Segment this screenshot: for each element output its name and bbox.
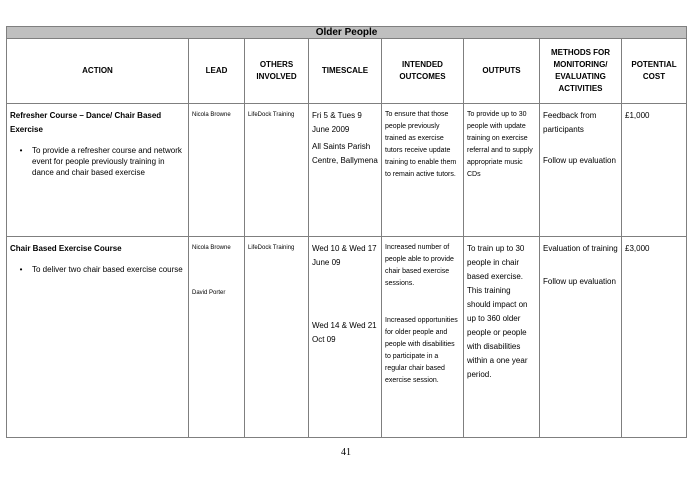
- header-potential-cost: POTENTIAL COST: [622, 39, 687, 104]
- methods-text-2: Follow up evaluation: [543, 277, 616, 286]
- lead-cell: [189, 104, 245, 237]
- timescale-cell: [309, 104, 382, 237]
- action-title: Refresher Course – Dance/ Chair Based Exercise: [10, 111, 162, 134]
- methods-text-2: Follow up evaluation: [543, 156, 616, 165]
- page-number: 41: [341, 447, 351, 458]
- outcomes-cell: [382, 237, 464, 438]
- intended-outcomes: Increased number of people able to provide chair based exercise sessions.: [385, 244, 454, 287]
- cost-cell: [622, 104, 687, 237]
- header-others-involved: OTHERS INVOLVED: [245, 39, 309, 104]
- header-outputs: OUTPUTS: [464, 39, 540, 104]
- header-lead: LEAD: [189, 39, 245, 104]
- others-involved: LifeDock Training: [248, 112, 295, 118]
- table-title: Older People: [7, 27, 687, 39]
- outputs-cell: [464, 104, 540, 237]
- intended-outcomes-2: Increased opportunities for older people and people with disabilities to participate in a regular chair based exercise session.: [385, 317, 458, 384]
- action-title: Chair Based Exercise Course: [10, 244, 122, 253]
- methods-text-1: Evaluation of training: [543, 244, 618, 253]
- methods-cell: [540, 104, 622, 237]
- outputs-text: To provide up to 30 people with update training on exercise referral and to supply appropriate music CDs: [467, 111, 533, 178]
- potential-cost: £3,000: [625, 244, 650, 253]
- header-intended-outcomes: INTENDED OUTCOMES: [382, 39, 464, 104]
- timescale-dates-2: Wed 14 & Wed 21 Oct 09: [312, 321, 377, 344]
- cost-cell: [622, 237, 687, 438]
- methods-text-1: Feedback from participants: [543, 111, 597, 134]
- lead-cell: [189, 237, 245, 438]
- action-cell: [7, 237, 189, 438]
- document-page: [6, 26, 686, 438]
- others-cell: [245, 237, 309, 438]
- timescale-dates: Fri 5 & Tues 9 June 2009: [312, 111, 362, 134]
- methods-cell: [540, 237, 622, 438]
- potential-cost: £1,000: [625, 111, 650, 120]
- intended-outcomes: To ensure that those people previously trained as exercise tutors receive update training to enable them to remain active tutors.: [385, 111, 457, 178]
- lead-name-2: David Porter: [192, 290, 226, 296]
- action-bullet: To provide a refresher course and network event for people previously training in dance and chair based exercise: [32, 146, 182, 177]
- action-bullet: To deliver two chair based exercise course: [32, 265, 183, 274]
- header-action: ACTION: [7, 39, 189, 104]
- timescale-venue: All Saints Parish Centre, Ballymena: [312, 142, 378, 165]
- table-row: [7, 104, 687, 237]
- outputs-cell: [464, 237, 540, 438]
- timescale-cell: [309, 237, 382, 438]
- outcomes-cell: [382, 104, 464, 237]
- action-cell: [7, 104, 189, 237]
- table-row: [7, 237, 687, 438]
- others-cell: [245, 104, 309, 237]
- older-people-table: [6, 26, 687, 438]
- outputs-text: To train up to 30 people in chair based exercise. This training should impact on up to 360 older people or people with disabilities within a one year period.: [467, 244, 528, 379]
- timescale-dates: Wed 10 & Wed 17 June 09: [312, 244, 377, 267]
- bullet-icon: •: [19, 265, 23, 274]
- header-methods: METHODS FOR MONITORING/ EVALUATING ACTIVITIES: [540, 39, 622, 104]
- others-involved: LifeDock Training: [248, 245, 295, 251]
- lead-name: Nicola Browne: [192, 245, 231, 251]
- bullet-icon: •: [19, 146, 23, 155]
- header-timescale: TIMESCALE: [309, 39, 382, 104]
- lead-name: Nicola Browne: [192, 112, 231, 118]
